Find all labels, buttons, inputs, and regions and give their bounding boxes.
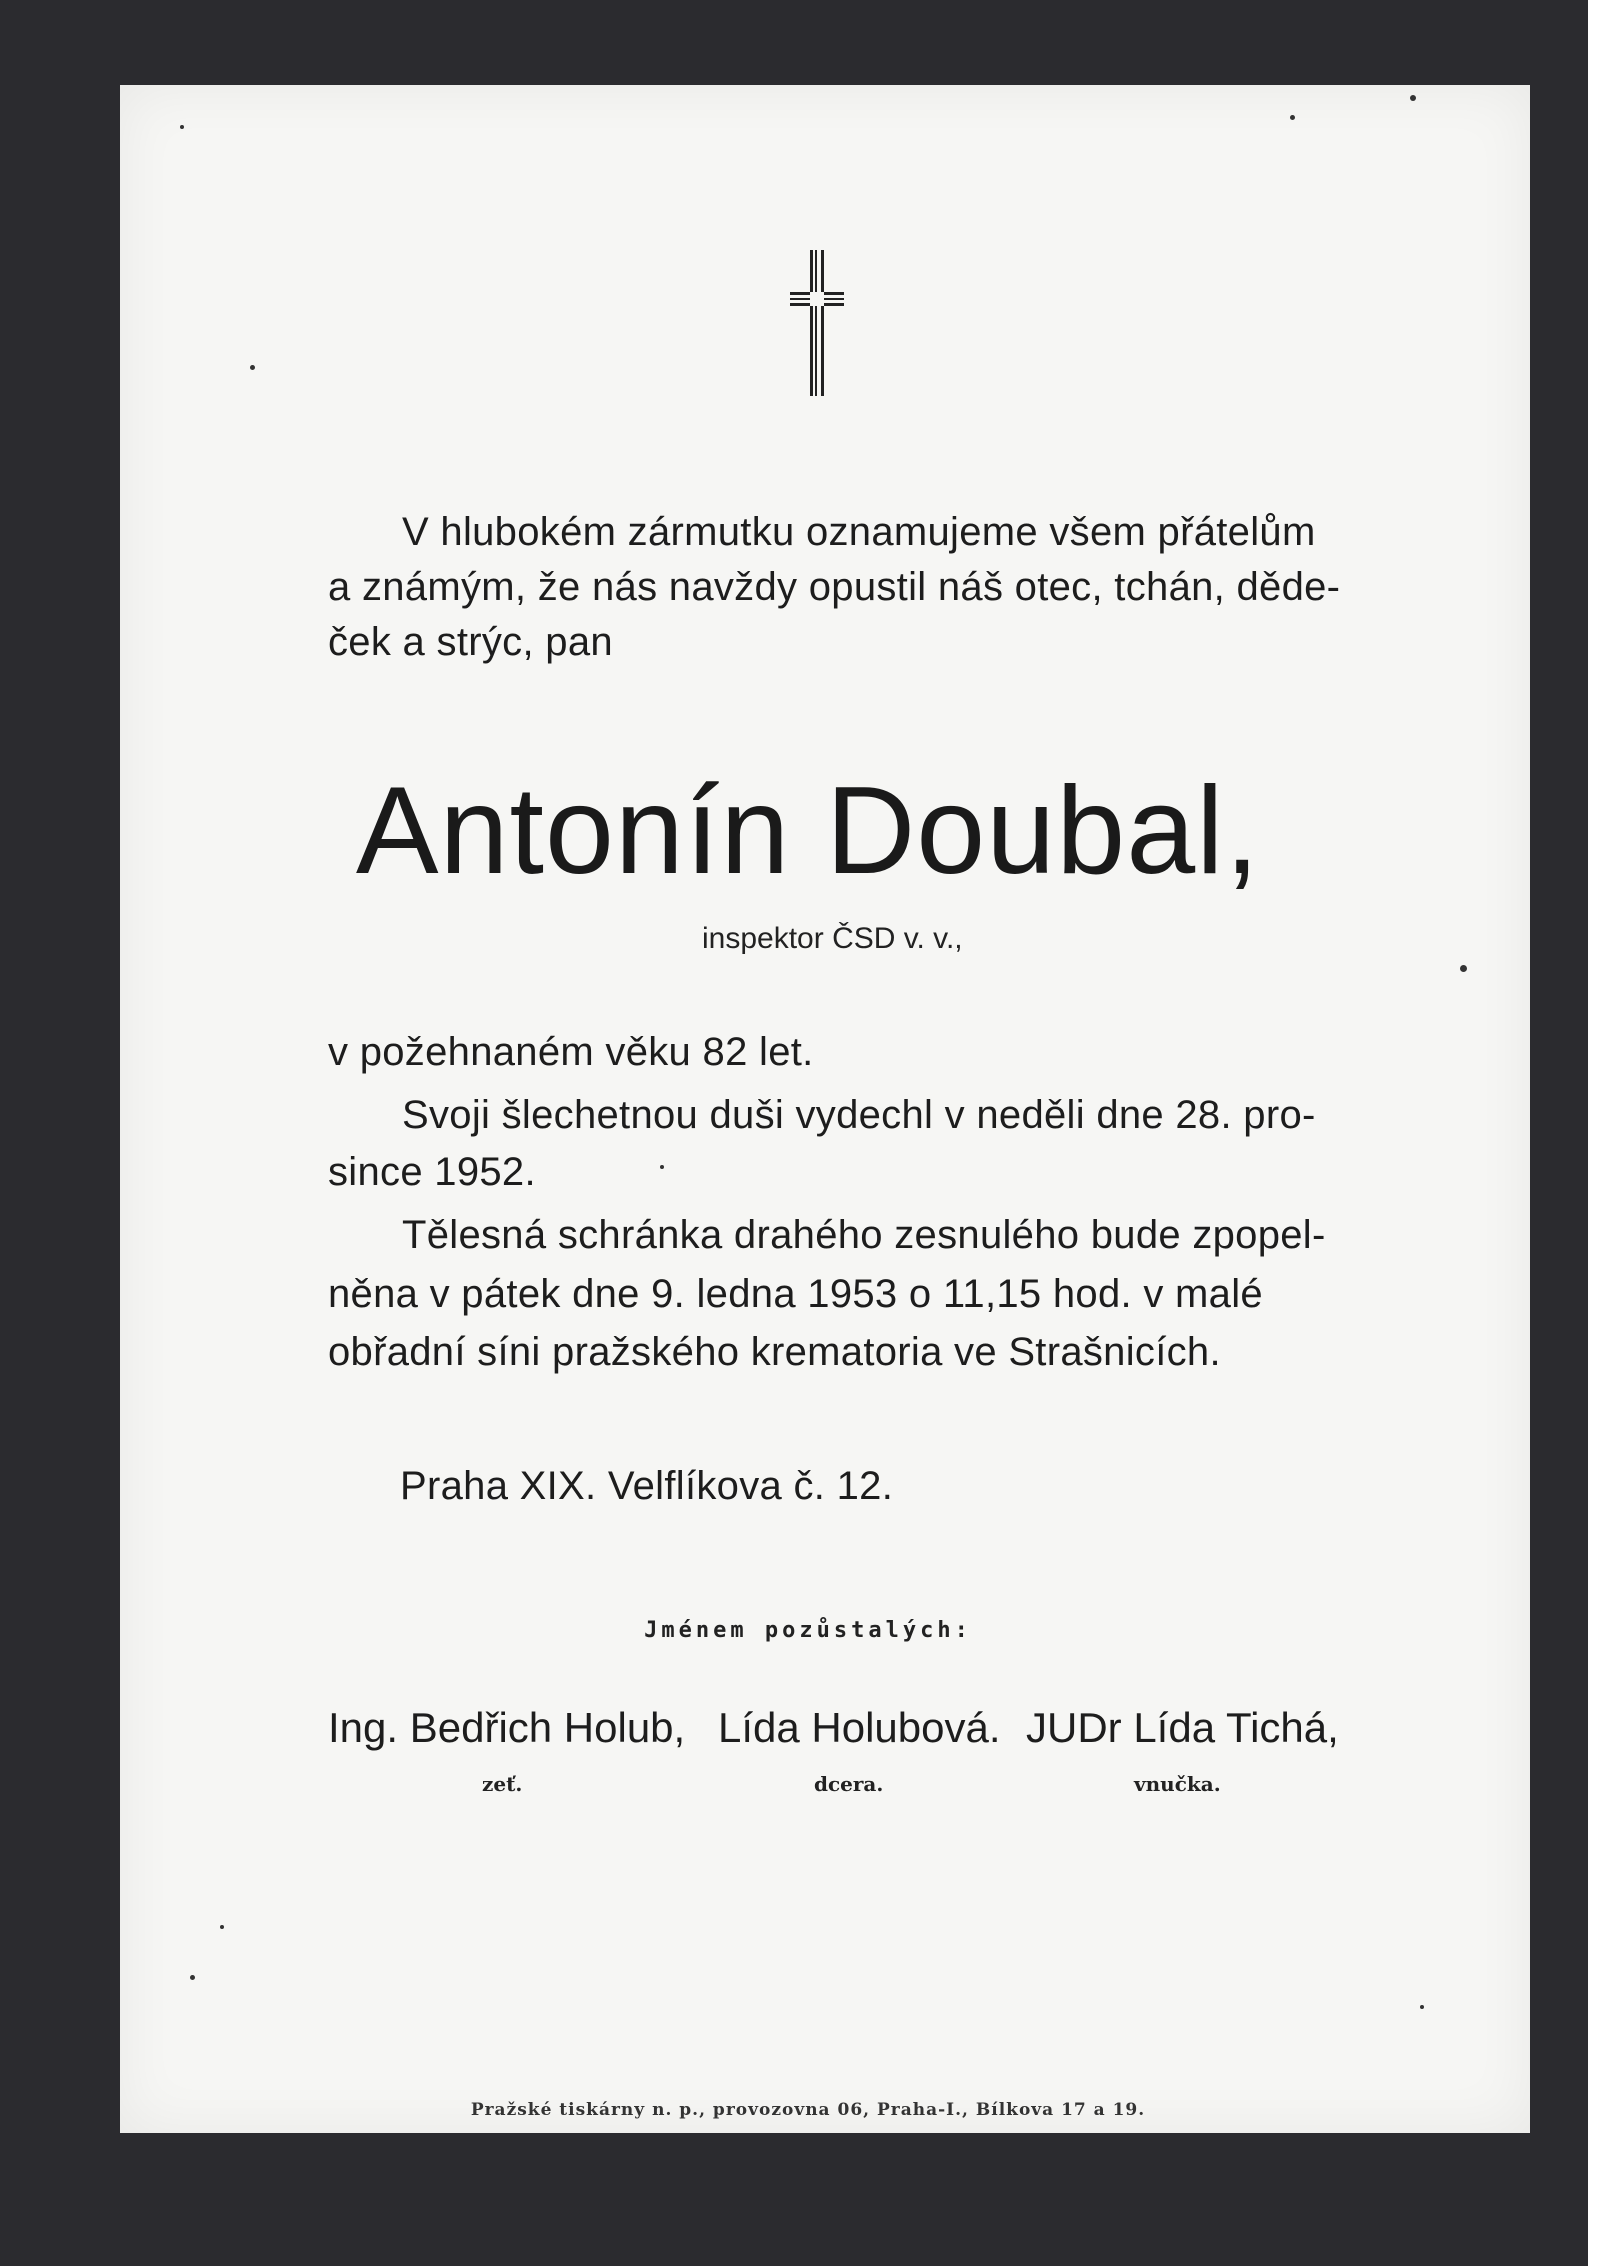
cross-icon bbox=[790, 250, 844, 400]
signatory-3-name: JUDr Lída Tichá, bbox=[1026, 1704, 1339, 1751]
deceased-title: inspektor ČSD v. v., bbox=[702, 922, 963, 955]
address: Praha XIX. Velflíkova č. 12. bbox=[400, 1464, 894, 1508]
intro-line-3: ček a strýc, pan bbox=[328, 620, 613, 664]
signatory-2-relation: dcera. bbox=[814, 1772, 884, 1796]
body-line-5: něna v pátek dne 9. ledna 1953 o 11,15 hod. v malé bbox=[328, 1272, 1263, 1316]
intro-line-2: a známým, že nás navždy opustil náš otec, tchán, děde- bbox=[328, 565, 1341, 609]
signatory-3-relation: vnučka. bbox=[1134, 1772, 1221, 1796]
signatory-2-name: Lída Holubová. bbox=[718, 1704, 1001, 1751]
body-line-6: obřadní síni pražského krematoria ve Strašnicích. bbox=[328, 1330, 1221, 1374]
body-line-2: Svoji šlechetnou duši vydechl v neděli dne 28. pro- bbox=[402, 1093, 1316, 1137]
intro-line-1: V hlubokém zármutku oznamujeme všem přátelům bbox=[402, 510, 1316, 554]
deceased-name: Antonín Doubal, bbox=[355, 762, 1261, 900]
signatory-1-relation: zeť. bbox=[482, 1772, 523, 1796]
signatory-1-name: Ing. Bedřich Holub, bbox=[328, 1704, 686, 1751]
on-behalf-label: Jménem pozůstalých: bbox=[644, 1618, 972, 1643]
printer-imprint: Pražské tiskárny n. p., provozovna 06, Praha-I., Bílkova 17 a 19. bbox=[470, 2100, 1146, 2120]
body-line-4: Tělesná schránka drahého zesnulého bude zpopel- bbox=[402, 1213, 1326, 1257]
body-line-3: since 1952. bbox=[328, 1150, 536, 1194]
body-line-1: v požehnaném věku 82 let. bbox=[328, 1030, 814, 1074]
